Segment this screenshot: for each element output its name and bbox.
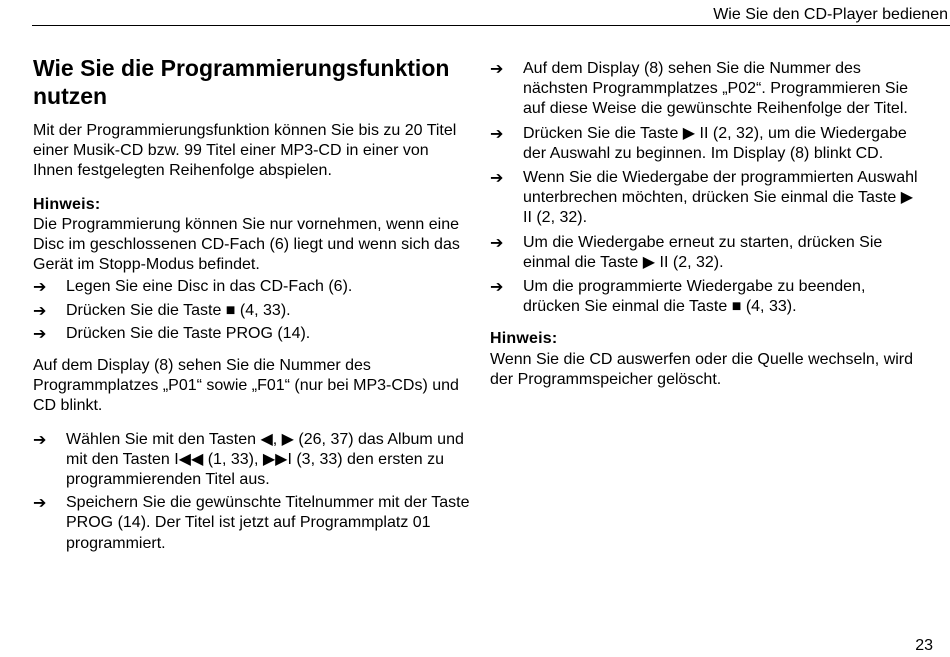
- running-header: Wie Sie den CD-Player bedienen: [713, 6, 948, 23]
- note-title: Hinweis:: [33, 195, 101, 213]
- note-text: Die Programmierung können Sie nur vornehmen, wenn eine Disc im geschlossenen CD-Fach (6) liegt und wenn sich das Gerät im Stopp-Modus befindet.: [33, 215, 460, 274]
- step-text: Wenn Sie die Wiedergabe der programmierten Auswahl unterbrechen möchten, drücken Sie einmal die Taste ▶ II (2, 32).: [523, 169, 918, 227]
- step-text: Drücken Sie die Taste ■ (4, 33).: [66, 301, 291, 319]
- arrow-right-icon: ➔: [490, 168, 504, 188]
- arrow-right-icon: ➔: [490, 277, 504, 297]
- step-text: Legen Sie eine Disc in das CD-Fach (6).: [66, 278, 353, 296]
- list-item: [490, 233, 920, 273]
- header-rule: [32, 25, 950, 26]
- intro-paragraph: Mit der Programmierungsfunktion können Sie bis zu 20 Titel einer Musik-CD bzw. 99 Titel einer MP3-CD in einer von Ihnen festgelegten Reihenfolge abspielen.: [33, 122, 457, 180]
- list-item: [490, 277, 920, 317]
- list-item: [490, 59, 920, 120]
- note-text: Wenn Sie die CD auswerfen oder die Quelle wechseln, wird der Programmspeicher gelöscht.: [490, 350, 914, 388]
- step-list: [33, 430, 471, 554]
- arrow-right-icon: ➔: [490, 232, 504, 252]
- page-number: 23: [915, 637, 933, 654]
- right-column: [490, 59, 920, 392]
- arrow-right-icon: ➔: [33, 277, 47, 297]
- arrow-right-icon: ➔: [33, 429, 47, 449]
- step-text: Speichern Sie die gewünschte Titelnummer mit der Taste PROG (14). Der Titel ist jetzt auf Programmplatz 01 programmiert.: [66, 494, 470, 552]
- step-list: [490, 59, 920, 317]
- step-text: Drücken Sie die Taste PROG (14).: [66, 324, 311, 342]
- display-paragraph: Auf dem Display (8) sehen Sie die Nummer des Programmplatzes „P01“ sowie „F01“ (nur bei MP3-CDs) und CD blinkt.: [33, 357, 459, 415]
- step-text: Um die Wiedergabe erneut zu starten, drücken Sie einmal die Taste ▶ II (2, 32).: [523, 233, 883, 271]
- section-heading: Wie Sie die Programmierungsfunktion nutzen: [33, 55, 450, 109]
- list-item: [33, 324, 471, 344]
- arrow-right-icon: ➔: [33, 323, 47, 343]
- list-item: [490, 168, 920, 229]
- step-text: Um die programmierte Wiedergabe zu beenden, drücken Sie einmal die Taste ■ (4, 33).: [523, 278, 866, 316]
- step-text: Auf dem Display (8) sehen Sie die Nummer des nächsten Programmplatzes „P02“. Programmieren Sie auf diese Weise die gewünschte Reihenfolge der Titel.: [523, 60, 909, 118]
- step-text: Drücken Sie die Taste ▶ II (2, 32), um die Wiedergabe der Auswahl zu beginnen. Im Display (8) blinkt CD.: [523, 124, 907, 162]
- list-item: [33, 277, 471, 297]
- arrow-right-icon: ➔: [490, 123, 504, 143]
- step-list: [33, 277, 471, 344]
- arrow-right-icon: ➔: [33, 493, 47, 513]
- list-item: [33, 493, 471, 554]
- note-title: Hinweis:: [490, 330, 558, 348]
- list-item: [33, 301, 471, 321]
- arrow-right-icon: ➔: [490, 59, 504, 78]
- list-item: [490, 124, 920, 164]
- left-column: [33, 54, 471, 566]
- step-text: Wählen Sie mit den Tasten ◀, ▶ (26, 37) das Album und mit den Tasten I◀◀ (1, 33), ▶▶I (3, 33) den ersten zu programmierenden Titel aus.: [66, 430, 464, 489]
- list-item: [33, 430, 471, 491]
- arrow-right-icon: ➔: [33, 300, 47, 320]
